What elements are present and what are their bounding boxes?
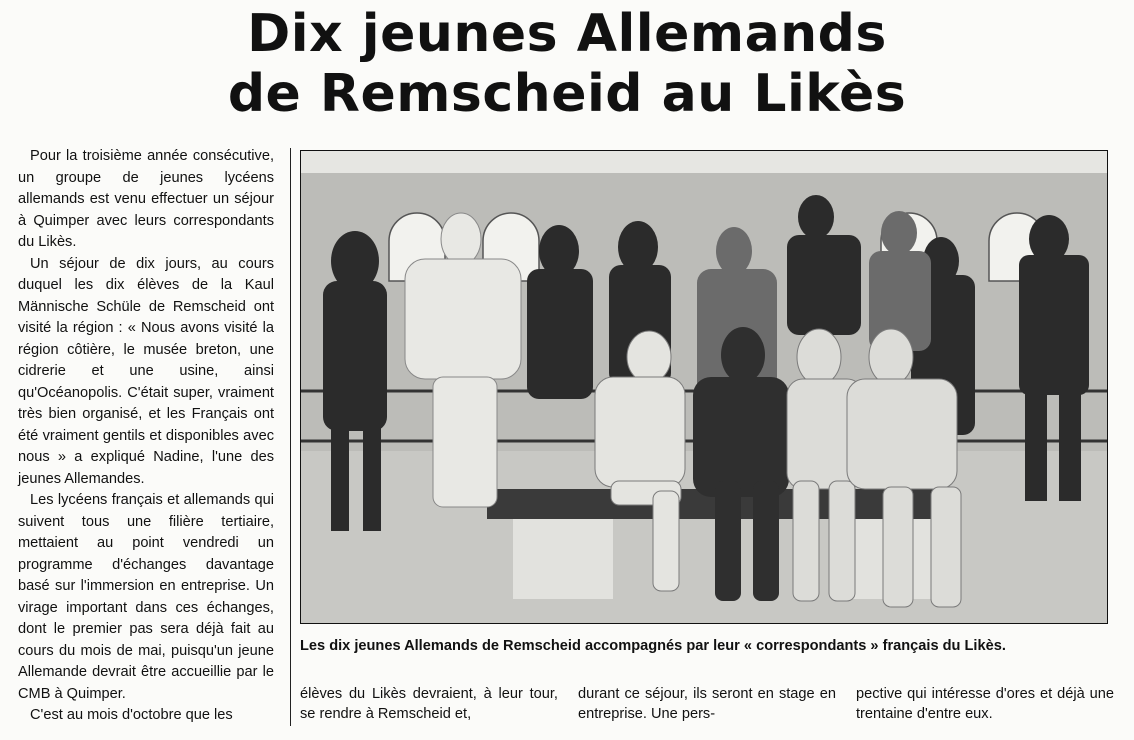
paragraph-3: Les lycéens français et allemands qui suivent tous une filière tertiaire, mettaient au point vendredi un programme d'échanges davantage basé sur l'immersion en entreprise. Un virage important dans ces échanges, dont le premier pas sera déjà fait au cours du mois de mai, puisqu'un jeune Allemande devrait être accueillie par le CMB à Quimper. [18,492,274,702]
article-left-column [18,146,274,727]
bottom-column-3 [856,684,1114,724]
bottom-text-3: pective qui intéresse d'ores et déjà une trentaine d'entre eux. [856,686,1114,722]
paragraph-1: Pour la troisième année consécutive, un groupe de jeunes lycéens allemands est venu effectuer un séjour à Quimper avec leurs correspondants du Likès. [18,148,274,250]
column-divider [290,148,291,726]
photo-caption: Les dix jeunes Allemands de Remscheid accompagnés par leur « correspondants » français du Likès. [300,638,1006,654]
headline [0,4,1134,124]
paragraph-2: Un séjour de dix jours, au cours duquel les dix élèves de la Kaul Männische Schüle de Remscheid ont visité la région : « Nous avons visité la région côtière, le musée breton, une cidrerie et une usine, ainsi qu'Océanopolis. C'était super, vraiment très bien organisé, et les Français ont été vraiment gentils et disponibles avec nous » a expliqué Nadine, l'une des jeunes Allemandes. [18,255,274,487]
bottom-column-1 [300,684,558,724]
paragraph-4: C'est au mois d'octobre que les [30,707,233,723]
bottom-text-2: durant ce séjour, ils seront en stage en entreprise. Une pers- [578,686,836,722]
bottom-text-1: élèves du Likès devraient, à leur tour, se rendre à Remscheid et, [300,686,558,722]
group-photo [300,150,1108,624]
headline-line-1: Dix jeunes Allemands [247,4,887,64]
headline-line-2: de Remscheid au Likès [227,64,907,124]
bottom-column-2 [578,684,836,724]
